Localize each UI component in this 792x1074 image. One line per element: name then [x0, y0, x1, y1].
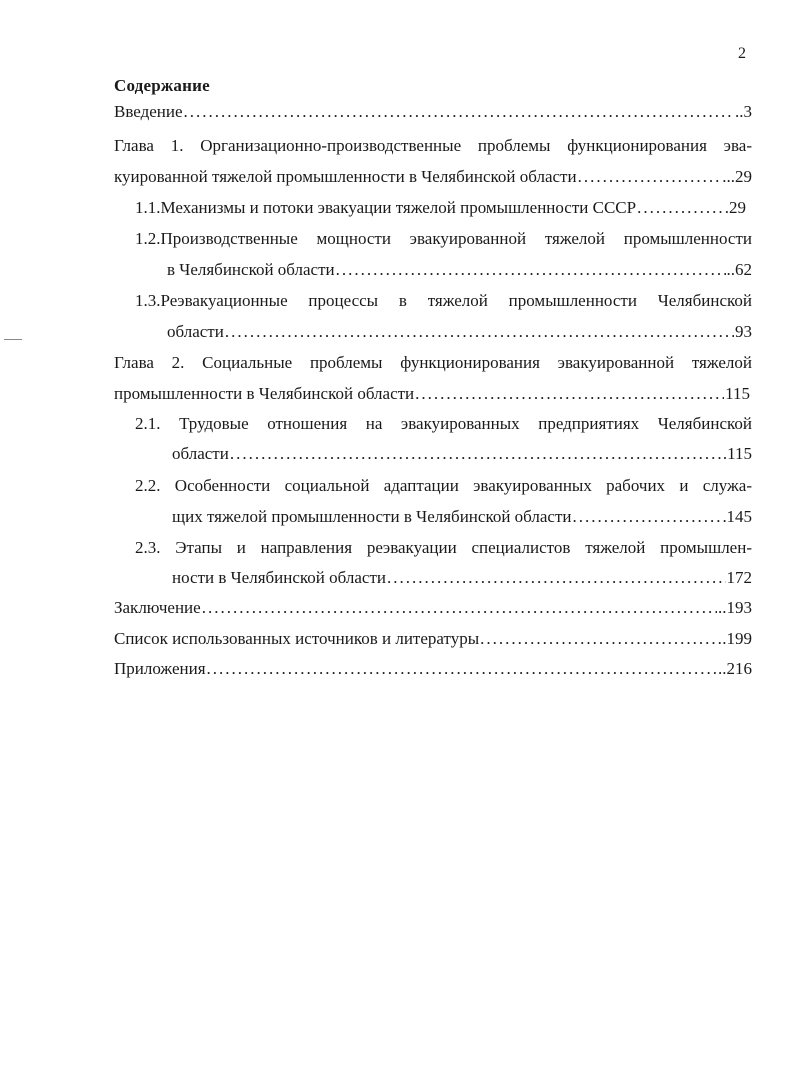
toc-entry-conclusion[interactable]: [114, 596, 752, 620]
toc-entry-page: ..193: [718, 598, 752, 617]
toc-entry-chapter2[interactable]: [114, 382, 750, 406]
page-number: 2: [738, 45, 746, 62]
toc-entry-label: в Челябинской области: [167, 260, 335, 279]
margin-mark: [4, 339, 22, 340]
toc-entry-label: Введение: [114, 102, 183, 121]
toc-entry-label: Приложения: [114, 659, 206, 678]
toc-entry-label: куированной тяжелой промышленности в Челябинской области: [114, 167, 577, 186]
toc-entry-chapter1[interactable]: [114, 165, 752, 189]
toc-entry-section-1-3-line1[interactable]: 1.3.Реэвакуационные процессы в тяжелой промышленности Челябинской: [135, 291, 752, 310]
toc-entry-page: 93: [735, 322, 752, 341]
toc-entry-sources[interactable]: [114, 627, 752, 651]
toc-entry-section-2-2[interactable]: [172, 505, 752, 529]
dot-leader: [225, 320, 734, 344]
toc-entry-label: ности в Челябинской области: [172, 568, 386, 587]
toc-entry-section-1-2[interactable]: [167, 258, 752, 282]
toc-entry-label: Заключение: [114, 598, 201, 617]
toc-entry-page: 115: [725, 384, 750, 403]
toc-entry-label: щих тяжелой промышленности в Челябинской области: [172, 507, 572, 526]
toc-entry-page: 172: [726, 568, 752, 587]
page-title: Содержание: [114, 76, 210, 95]
dot-leader: [202, 596, 717, 620]
toc-entry-page: ..62: [726, 260, 752, 279]
toc-entry-section-2-1-line1[interactable]: 2.1. Трудовые отношения на эвакуированных предприятиях Челябинской: [135, 414, 752, 433]
toc-entry-page: .115: [722, 444, 752, 463]
toc-entry-section-1-2-line1[interactable]: 1.2.Производственные мощности эвакуированной тяжелой промышленности: [135, 229, 752, 248]
toc-entry-label: области: [167, 322, 224, 341]
dot-leader: [336, 258, 726, 282]
dot-leader: [578, 165, 722, 189]
toc-entry-section-2-2-line1[interactable]: 2.2. Особенности социальной адаптации эвакуированных рабочих и служа-: [135, 476, 752, 495]
toc-entry-chapter1-line1[interactable]: Глава 1. Организационно-производственные проблемы функционирования эва-: [114, 136, 752, 155]
toc-entry-label: 1.1.Механизмы и потоки эвакуации тяжелой промышленности СССР: [135, 198, 637, 217]
dot-leader: [207, 657, 717, 681]
toc-entry-section-1-3[interactable]: [167, 320, 752, 344]
toc-entry-appendix[interactable]: [114, 657, 752, 681]
dot-leader: [387, 566, 726, 590]
toc-entry-page: ...29: [722, 167, 752, 186]
toc-entry-section-2-3[interactable]: [172, 566, 752, 590]
toc-entry-label: промышленности в Челябинской области: [114, 384, 415, 403]
dot-leader: [637, 196, 724, 220]
toc-entry-section-2-1[interactable]: [172, 442, 752, 466]
toc-entry-label: области: [172, 444, 229, 463]
dot-leader: [230, 442, 722, 466]
toc-entry-page: .29: [724, 198, 746, 217]
toc-entry-section-1-1[interactable]: [135, 196, 746, 220]
toc-entry-page: ..3: [735, 102, 752, 121]
dot-leader: [184, 100, 734, 124]
toc-entry-page: 145: [726, 507, 752, 526]
toc-entry-chapter2-line1[interactable]: Глава 2. Социальные проблемы функционирования эвакуированной тяжелой: [114, 353, 752, 372]
toc-entry-label: Список использованных источников и литературы: [114, 629, 480, 648]
toc-entry-section-2-3-line1[interactable]: 2.3. Этапы и направления реэвакуации специалистов тяжелой промышлен-: [135, 538, 752, 557]
toc-entry-page: ..216: [718, 659, 752, 678]
dot-leader: [415, 382, 724, 406]
dot-leader: [480, 627, 721, 651]
toc-entry-page: .199: [722, 629, 752, 648]
toc-entry-introduction[interactable]: [114, 100, 752, 124]
dot-leader: [573, 505, 726, 529]
